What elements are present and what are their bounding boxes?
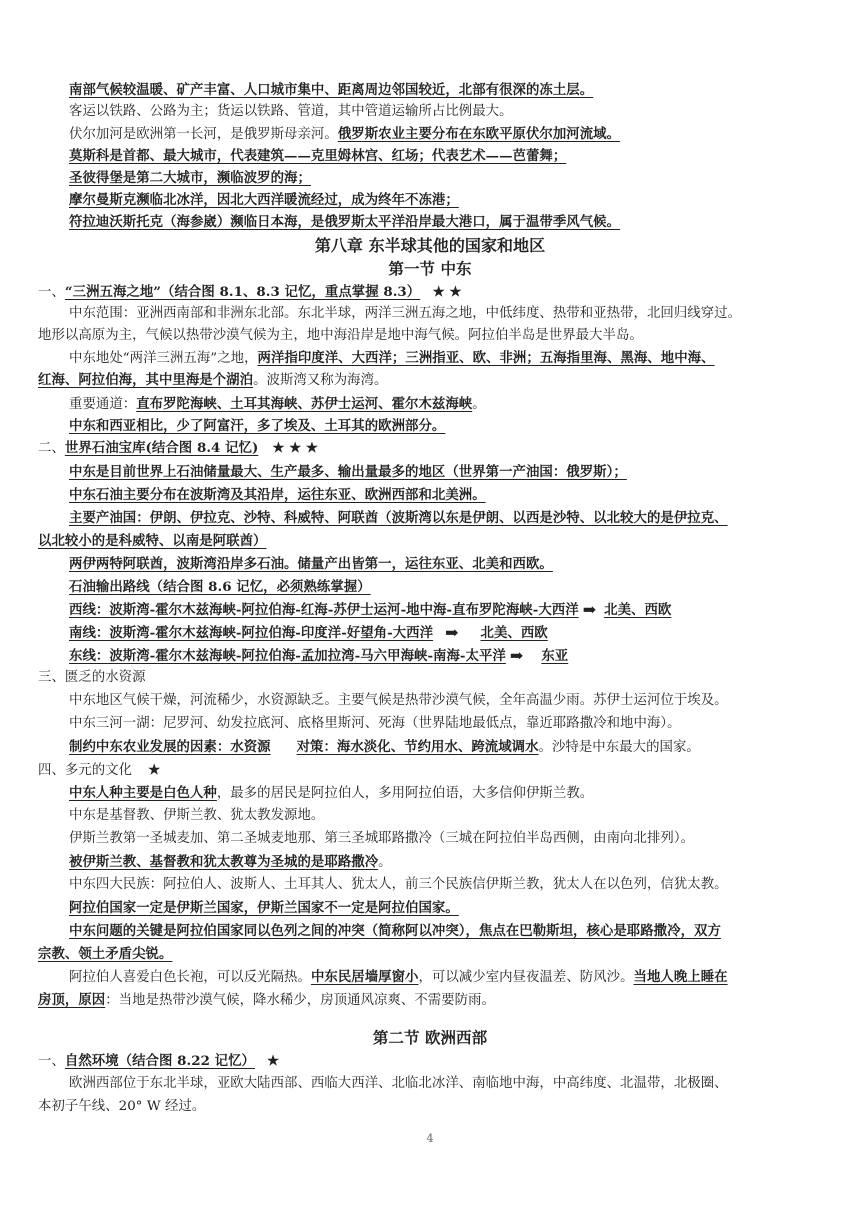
heading-number: 一、 bbox=[38, 1054, 65, 1069]
heading-text: “三洲五海之地”（结合图 8.1、8.3 记忆，重点掌握 8.3） bbox=[64, 284, 421, 300]
text-line bbox=[69, 394, 486, 415]
text-line: 中东四大民族：阿拉伯人、波斯人、土耳其人、犹太人，前三个民族信伊斯兰教，犹太人在以色列，信犹太教。 bbox=[69, 877, 728, 892]
text-line: 以北较小的是科威特、以南是阿联酋） bbox=[38, 533, 267, 549]
text-line: 伊斯兰教第一圣城麦加、第二圣城麦地那、第三圣城耶路撒冷（三城在阿拉伯半岛西侧，由南向北排列）。 bbox=[69, 831, 695, 846]
text-line: 中东和西亚相比，少了阿富汗，多了埃及、土耳其的欧洲部分。 bbox=[69, 418, 446, 434]
heading-three: 三、匮乏的水资源 bbox=[38, 670, 146, 685]
text-line: 客运以铁路、公路为主；货运以铁路、管道，其中管道运输所占比例最大。 bbox=[69, 104, 513, 119]
heading-number: 一、 bbox=[38, 285, 65, 300]
text-span: 被伊斯兰教、基督教和犹太教尊为圣城的是耶路撒冷 bbox=[69, 854, 379, 870]
route-destination: 北美、西欧 bbox=[604, 602, 672, 618]
section-title: 第一节 中东 bbox=[388, 259, 472, 278]
text-span: 中东民居墙厚窗小 bbox=[310, 969, 419, 985]
text-line: 中东范围：亚洲西南部和非洲东北部。东北半球，两洋三洲五海之地，中低纬度、热带和亚热带，北回归线穿过。 bbox=[69, 306, 742, 321]
text-line: 摩尔曼斯克濒临北冰洋，因北大西洋暖流经过，成为终年不冻港； bbox=[69, 192, 459, 208]
text-line: 欧洲西部位于东北半球，亚欧大陆西部、西临大西洋、北临北冰洋、南临地中海，中高纬度、北温带，北极圈、 bbox=[69, 1076, 728, 1091]
text-line: 本初子午线、20° W 经过。 bbox=[38, 1099, 206, 1114]
text-span: 当地人晚上睡在 bbox=[633, 969, 728, 985]
heading-number: 二、 bbox=[38, 441, 65, 456]
heading-one bbox=[38, 282, 461, 303]
route-west bbox=[69, 600, 671, 620]
star-icon: ★ bbox=[266, 1053, 280, 1069]
heading-two bbox=[38, 438, 318, 459]
arrow-right-icon: ➡ bbox=[509, 646, 524, 665]
text-line: 南部气候较温暖、矿产丰富、人口城市集中、距离周边邻国较近，北部有很深的冻土层。 bbox=[69, 82, 594, 98]
text-line: 圣彼得堡是第二大城市，濒临波罗的海； bbox=[69, 170, 311, 186]
text-span: 红海、阿拉伯海，其中里海是个湖泊 bbox=[38, 372, 254, 388]
route-destination: 东亚 bbox=[541, 648, 569, 664]
text-line: 中东三河一湖：尼罗河、幼发拉底河、底格里斯河、死海（世界陆地最低点，靠近耶路撒冷和地中海）。 bbox=[69, 716, 681, 731]
text-span: ，最多的居民是阿拉伯人，多用阿拉伯语，大多信仰伊斯兰教。 bbox=[216, 786, 594, 801]
text-line bbox=[38, 370, 387, 391]
text-line bbox=[38, 990, 495, 1011]
text-line: 中东是目前世界上石油储量最大、生产最多、输出量最多的地区（世界第一产油国：俄罗斯）； bbox=[69, 464, 627, 480]
route-text: 南线：波斯湾-霍尔木兹海峡-阿拉伯海-印度洋-好望角-大西洋 bbox=[69, 625, 434, 641]
text-line: 地形以高原为主，气候以热带沙漠气候为主，地中海沿岸是地中海气候。阿拉伯半岛是世界最大半岛。 bbox=[38, 328, 643, 343]
text-span: ，可以减少室内昼夜温差、防风沙。 bbox=[418, 970, 634, 985]
heading-text: 自然环境（结合图 8.22 记忆） bbox=[64, 1053, 255, 1069]
route-text: 西线：波斯湾-霍尔木兹海峡-阿拉伯海-红海-苏伊士运河-地中海-直布罗陀海峡-大西洋 bbox=[69, 602, 579, 618]
text-line: 中东石油主要分布在波斯湾及其沿岸，运往东亚、欧洲西部和北美洲。 bbox=[69, 487, 486, 503]
text-span: 重要通道： bbox=[69, 397, 137, 412]
text-span: 中东地处“两洋三洲五海”之地， bbox=[69, 351, 258, 366]
heading-text: 世界石油宝库(结合图 8.4 记忆) bbox=[64, 440, 259, 456]
route-text: 东线：波斯湾-霍尔木兹海峡-阿拉伯海-孟加拉湾-马六甲海峡-南海-太平洋 bbox=[69, 648, 506, 664]
text-line: 中东是基督教、伊斯兰教、犹太教发源地。 bbox=[69, 808, 325, 823]
arrow-right-icon: ➡ bbox=[582, 600, 597, 619]
text-line bbox=[69, 783, 593, 804]
text-line: 中东问题的关键是阿拉伯国家同以色列之间的冲突（简称阿以冲突），焦点在巴勒斯坦，核心是耶路撒冷，双方 bbox=[69, 923, 721, 939]
section-title: 第二节 欧洲西部 bbox=[372, 1028, 488, 1047]
text-line: 符拉迪沃斯托克（海参崴）濒临日本海，是俄罗斯太平洋沿岸最大港口，属于温带季风气候。 bbox=[69, 214, 621, 230]
text-span: 房顶，原因 bbox=[38, 992, 106, 1008]
text-line: 石油输出路线（结合图 8.6 记忆，必须熟练掌握） bbox=[69, 579, 371, 595]
text-span: 伏尔加河是欧洲第一长河，是俄罗斯母亲河。 bbox=[69, 127, 338, 142]
text-span: 俄罗斯农业主要分布在东欧平原伏尔加河流域。 bbox=[337, 126, 621, 142]
text-span: 对策：海水淡化、节约用水、跨流域调水 bbox=[296, 739, 539, 755]
text-span: 。沙特是中东最大的国家。 bbox=[538, 740, 700, 755]
star-icon: ★ bbox=[148, 762, 161, 778]
route-south bbox=[69, 623, 548, 643]
chapter-title: 第八章 东半球其他的国家和地区 bbox=[314, 236, 546, 255]
heading-one bbox=[38, 1051, 279, 1072]
text-line: 中东地区气候干燥，河流稀少，水资源缺乏。主要气候是热带沙漠气候，全年高温少雨。苏伊士运河位于埃及。 bbox=[69, 693, 728, 708]
heading-four bbox=[38, 760, 160, 781]
star-icon: ★ ★ ★ bbox=[272, 440, 318, 456]
text-line bbox=[69, 967, 728, 988]
text-span: 阿拉伯人喜爱白色长袍，可以反光隔热。 bbox=[69, 970, 311, 985]
text-span: ：当地是热带沙漠气候，降水稀少，房顶通风凉爽、不需要防雨。 bbox=[105, 993, 495, 1008]
arrow-right-icon: ➡ bbox=[445, 623, 459, 642]
text-span: 。 bbox=[378, 855, 392, 870]
route-destination: 北美、西欧 bbox=[480, 625, 548, 641]
text-line: 两伊两特阿联酋，波斯湾沿岸多石油。储量产出皆第一，运往东亚、北美和西欧。 bbox=[69, 556, 553, 572]
text-line: 宗教、领土矛盾尖锐。 bbox=[38, 946, 173, 962]
text-span: 制约中东农业发展的因素：水资源 bbox=[69, 739, 271, 755]
text-span: 两洋指印度洋、大西洋；三洲指亚、欧、非洲；五海指里海、黑海、地中海、 bbox=[257, 350, 715, 366]
text-line: 莫斯科是首都、最大城市，代表建筑——克里姆林宫、红场；代表艺术——芭蕾舞； bbox=[69, 148, 567, 164]
page-number: 4 bbox=[426, 1132, 434, 1145]
text-line: 阿拉伯国家一定是伊斯兰国家，伊斯兰国家不一定是阿拉伯国家。 bbox=[69, 900, 459, 916]
text-line bbox=[69, 348, 715, 369]
text-span: 。波斯湾又称为海湾。 bbox=[253, 373, 388, 388]
text-line bbox=[69, 737, 700, 758]
text-span: 。 bbox=[472, 397, 486, 412]
text-span: 中东人种主要是白色人种 bbox=[69, 785, 217, 801]
star-icon: ★ ★ bbox=[432, 284, 462, 300]
heading-text: 四、多元的文化 bbox=[38, 763, 133, 778]
route-east bbox=[69, 646, 568, 666]
text-line: 主要产油国：伊朗、伊拉克、沙特、科威特、阿联酋（波斯湾以东是伊朗、以西是沙特、以北较大的是伊拉克、 bbox=[69, 510, 728, 526]
text-line bbox=[69, 124, 620, 145]
text-span: 直布罗陀海峡、土耳其海峡、苏伊士运河、霍尔木兹海峡 bbox=[136, 396, 473, 412]
text-line bbox=[69, 852, 392, 873]
